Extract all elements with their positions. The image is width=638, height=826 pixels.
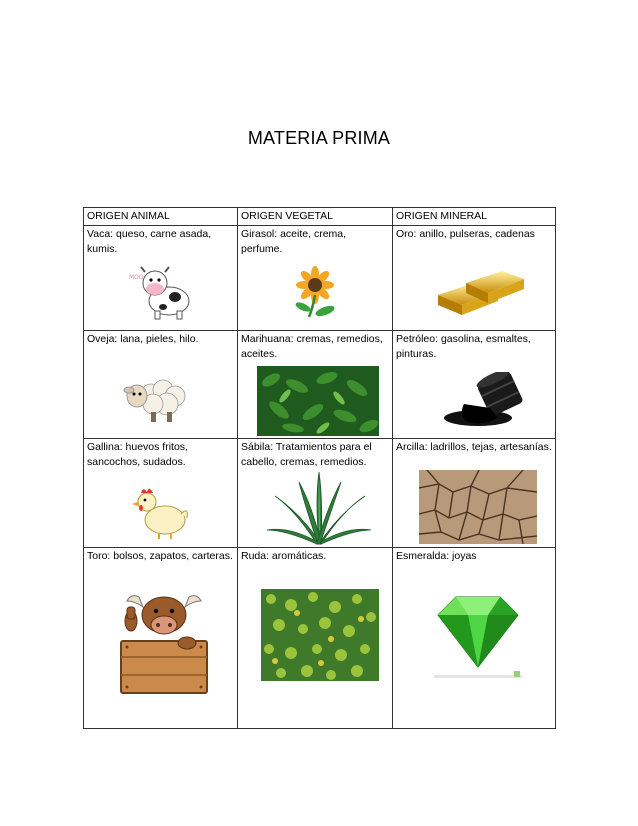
gold-bars-icon: [428, 261, 528, 317]
marijuana-plants-icon: [257, 366, 379, 436]
cell-text: Esmeralda: joyas: [396, 550, 477, 562]
cell-text: Petróleo: gasolina, esmaltes, pinturas.: [396, 333, 531, 360]
sheep-icon: [121, 368, 195, 428]
header-origen-animal: ORIGEN ANIMAL: [84, 208, 238, 226]
emerald-gem-icon: [434, 589, 522, 683]
cell-text: Oveja: lana, pieles, hilo.: [87, 333, 199, 345]
cell-text: Sábila: Tratamientos para el cabello, cremas, remedios.: [241, 441, 372, 468]
table-cell: [393, 331, 556, 439]
page-title: MATERIA PRIMA: [247, 128, 391, 148]
cell-text: Girasol: aceite, crema, perfume.: [241, 228, 347, 255]
hen-icon: [129, 484, 191, 540]
cell-text: Ruda: aromáticas.: [241, 550, 327, 562]
oil-barrel-icon: [438, 372, 530, 428]
sunflower-icon: [289, 265, 343, 319]
header-origen-vegetal: ORIGEN VEGETAL: [238, 208, 393, 226]
svg-text:MOO: MOO: [129, 274, 144, 281]
aloe-vera-icon: [265, 470, 373, 546]
table-cell: [238, 226, 393, 331]
bull-with-sign-icon: [117, 587, 211, 707]
cell-text: Marihuana: cremas, remedios, aceites.: [241, 333, 383, 360]
table-row: [84, 226, 556, 331]
table-row: [84, 331, 556, 439]
table-row: [84, 439, 556, 548]
table-header-row: [84, 208, 556, 226]
materia-prima-table: [83, 207, 556, 729]
table-cell: [393, 439, 556, 548]
cell-text: Toro: bolsos, zapatos, carteras.: [87, 550, 233, 562]
table-cell: [84, 226, 238, 331]
table-row: [84, 548, 556, 729]
rue-plant-icon: [261, 589, 379, 681]
cell-text: Vaca: queso, carne asada, kumis.: [87, 228, 212, 255]
cracked-clay-icon: [419, 470, 537, 544]
cow-icon: [125, 263, 197, 321]
table-cell: [393, 548, 556, 729]
cell-text: Gallina: huevos fritos, sancochos, sudados.: [87, 441, 188, 468]
header-origen-mineral: ORIGEN MINERAL: [393, 208, 556, 226]
cell-text: Oro: anillo, pulseras, cadenas: [396, 228, 535, 240]
table-cell: [84, 331, 238, 439]
table-cell: [84, 548, 238, 729]
table-cell: [238, 548, 393, 729]
table-cell: [238, 439, 393, 548]
table-cell: [84, 439, 238, 548]
table-cell: [393, 226, 556, 331]
table-cell: [238, 331, 393, 439]
cell-text: Arcilla: ladrillos, tejas, artesanías.: [396, 441, 552, 453]
